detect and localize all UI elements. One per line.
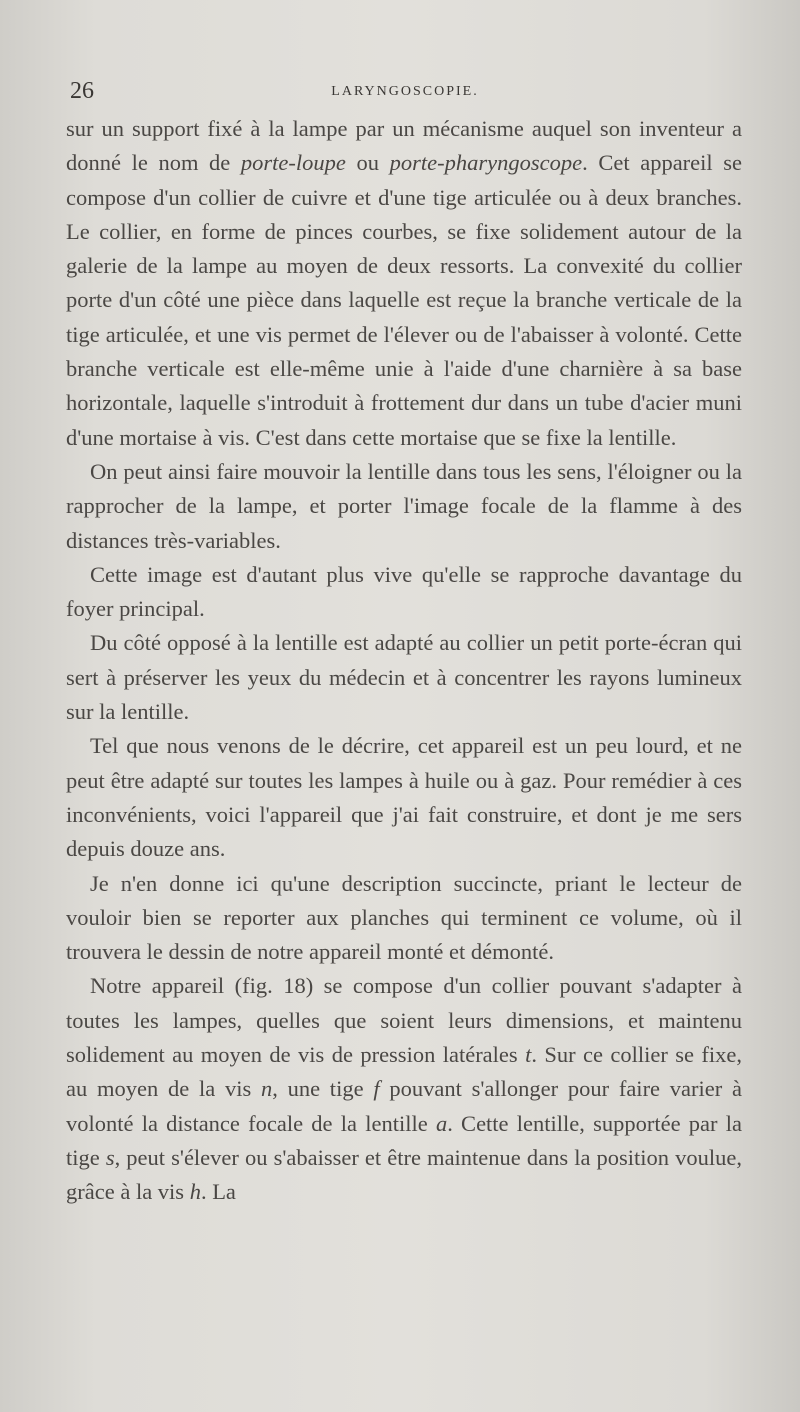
text-segment: . Sur ce collier se fixe, au moyen de la vis <box>66 1042 743 1102</box>
text-segment: . Cette lentille, supportée par la tige <box>66 1110 742 1170</box>
text-segment: sur un support fixé à la lampe par un mécanisme auquel son inventeur a donné le nom de <box>66 116 742 176</box>
paragraph-5: Tel que nous venons de le décrire, cet appareil est un peu lourd, et ne peut être adapté sur toutes les lampes à huile ou à gaz. Pour remédier à ces inconvénients, voici l'appareil que j'ai fait construire, et dont je me sers depuis douze ans. <box>66 733 742 862</box>
text-segment: ou <box>345 150 390 176</box>
paragraph-2: On peut ainsi faire mouvoir la lentille dans tous les sens, l'éloigner ou la rapprocher de la lampe, et porter l'image focale de la flamme à des distances très-variables. <box>66 458 742 553</box>
italic-letter: f <box>373 1076 380 1102</box>
text-segment: , peut s'élever ou s'abaisser et être maintenue dans la position voulue, grâce à la vis <box>66 1144 742 1205</box>
text-segment: . Cet appareil se compose d'un collier de cuivre et d'une tige articulée ou à deux branches. Le collier, en forme de pinces courbes, se fixe solidement autour de la galerie de la lampe au moyen de deux ressorts. La convexité du collier porte d'un côté une pièce dans laquelle est reçue la branche verticale de la tige articulée, et une vis permet de l'élever ou de l'abaisser à volonté. Cette branche verticale est elle-même unie à l'aide d'une charnière à sa base horizontale, laquelle s'introduit à frottement dur dans un tube d'acier muni d'une mortaise à vis. C'est dans cette mortaise que se fixe la lentille. <box>66 150 743 450</box>
italic-letter: h <box>189 1179 201 1205</box>
paragraph-3: Cette image est d'autant plus vive qu'elle se rapproche davantage du foyer principal. <box>66 561 742 622</box>
page-header <box>70 78 740 108</box>
text-segment: pouvant s'allonger pour faire varier à volonté la distance focale de la lentille <box>66 1076 742 1136</box>
italic-term-porte-pharyngoscope: porte-pharyngoscope <box>389 150 583 176</box>
page-number: 26 <box>70 78 94 104</box>
text-segment: Notre appareil (fig. 18) se compose d'un collier pouvant s'adapter à toutes les lampes, quelles que soient leurs dimensions, et maintenu solidement au moyen de vis de pression latérales <box>66 973 742 1068</box>
text-segment: , une tige <box>272 1076 374 1102</box>
paragraph-1 <box>66 112 742 455</box>
paragraph-7 <box>66 969 742 1209</box>
text-segment: . La <box>200 1179 236 1205</box>
italic-term-porte-loupe: porte-loupe <box>240 150 346 176</box>
running-title: LARYNGOSCOPIE. <box>331 84 479 99</box>
paragraph-6: Je n'en donne ici qu'une description succincte, priant le lecteur de vouloir bien se reporter aux planches qui terminent ce volume, où il trouvera le dessin de notre appareil monté et démonté. <box>66 870 742 965</box>
italic-letter: n <box>260 1076 273 1102</box>
paragraph-4: Du côté opposé à la lentille est adapté au collier un petit porte-écran qui sert à préserver les yeux du médecin et à concentrer les rayons lumineux sur la lentille. <box>66 630 742 725</box>
italic-letter: t <box>525 1042 532 1068</box>
italic-letter: a <box>435 1110 448 1136</box>
page-body <box>66 112 742 1210</box>
italic-letter: s <box>105 1144 115 1170</box>
